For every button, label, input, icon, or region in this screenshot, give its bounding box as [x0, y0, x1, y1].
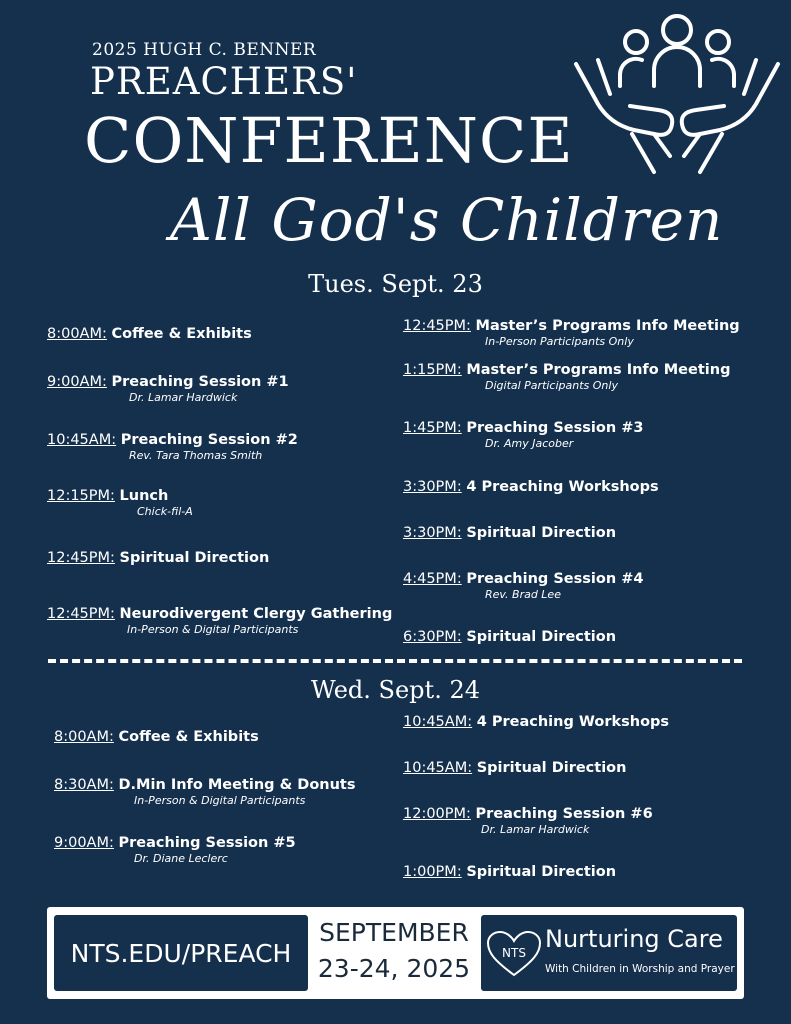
schedule-item [47, 373, 289, 405]
schedule-title: 4 Preaching Workshops [466, 479, 659, 495]
day1-title: Tues. Sept. 23 [308, 270, 483, 298]
schedule-title: Neurodivergent Clergy Gathering [119, 606, 393, 622]
schedule-item [54, 728, 259, 746]
schedule-title: Preaching Session #2 [120, 432, 298, 448]
schedule-item [403, 524, 616, 542]
schedule-item [47, 549, 269, 567]
schedule-item [403, 419, 643, 451]
brand-tagline: With Children in Worship and Prayer [545, 963, 735, 975]
schedule-title: Spiritual Direction [119, 550, 270, 566]
schedule-title: Master’s Programs Info Meeting [475, 318, 740, 334]
schedule-title: Spiritual Direction [466, 864, 617, 880]
schedule-title: Spiritual Direction [466, 525, 617, 541]
schedule-time: 9:00AM: [54, 835, 114, 851]
schedule-time: 12:45PM: [47, 606, 115, 622]
schedule-item [403, 759, 626, 777]
schedule-time: 12:45PM: [47, 550, 115, 566]
schedule-title: 4 Preaching Workshops [476, 714, 670, 730]
schedule-item [403, 713, 669, 731]
schedule-item [47, 431, 298, 463]
schedule-title: Preaching Session #1 [111, 374, 289, 390]
event-dates-days: 23-24, 2025 [317, 954, 471, 983]
schedule-subtitle: Chick-fil-A [137, 505, 193, 518]
schedule-subtitle: Rev. Tara Thomas Smith [129, 449, 263, 462]
schedule-item [403, 628, 616, 646]
schedule-time: 4:45PM: [403, 571, 462, 587]
schedule-time: 10:45AM: [47, 432, 117, 448]
schedule-item [403, 361, 730, 393]
day2-title: Wed. Sept. 24 [311, 676, 480, 704]
people-in-hands-icon [570, 8, 784, 180]
schedule-time: 1:15PM: [403, 362, 462, 378]
footer-banner [47, 907, 744, 999]
schedule-time: 6:30PM: [403, 629, 462, 645]
schedule-time: 3:30PM: [403, 525, 462, 541]
schedule-title: Spiritual Direction [476, 760, 627, 776]
schedule-title: Master’s Programs Info Meeting [466, 362, 731, 378]
schedule-title: Preaching Session #4 [466, 571, 644, 587]
schedule-subtitle: In-Person & Digital Participants [127, 623, 299, 636]
schedule-time: 8:00AM: [54, 729, 114, 745]
schedule-item [403, 863, 616, 881]
conference-subtitle: 2025 HUGH C. BENNER [92, 40, 317, 60]
schedule-subtitle: Rev. Brad Lee [485, 588, 561, 601]
schedule-subtitle: Dr. Diane Leclerc [134, 852, 228, 865]
event-dates-month: SEPTEMBER [319, 918, 469, 947]
schedule-item [47, 325, 252, 343]
schedule-title: Coffee & Exhibits [111, 326, 252, 342]
schedule-time: 8:30AM: [54, 777, 114, 793]
schedule-title: Preaching Session #3 [466, 420, 644, 436]
nurturing-care-logo [481, 915, 737, 991]
schedule-time: 10:45AM: [403, 714, 473, 730]
dashed-divider [48, 659, 742, 663]
schedule-item [403, 317, 740, 349]
schedule-time: 12:00PM: [403, 806, 471, 822]
event-dates [309, 915, 479, 991]
schedule-title: Preaching Session #5 [118, 835, 296, 851]
schedule-subtitle: Dr. Amy Jacober [485, 437, 574, 450]
schedule-item [54, 834, 296, 866]
schedule-item [403, 570, 643, 602]
conference-theme: All God's Children [170, 186, 724, 254]
schedule-title: Preaching Session #6 [475, 806, 653, 822]
brand-name: Nurturing Care [545, 925, 723, 953]
schedule-subtitle: Dr. Lamar Hardwick [481, 823, 590, 836]
schedule-item [47, 487, 193, 519]
schedule-title: Spiritual Direction [466, 629, 617, 645]
schedule-time: 12:15PM: [47, 488, 115, 504]
schedule-title: D.Min Info Meeting & Donuts [118, 777, 356, 793]
schedule-time: 8:00AM: [47, 326, 107, 342]
schedule-time: 1:00PM: [403, 864, 462, 880]
schedule-title: Coffee & Exhibits [118, 729, 259, 745]
schedule-subtitle: Digital Participants Only [485, 379, 618, 392]
schedule-item [403, 805, 653, 837]
schedule-subtitle: Dr. Lamar Hardwick [129, 391, 238, 404]
schedule-time: 12:45PM: [403, 318, 471, 334]
website-url[interactable]: NTS.EDU/PREACH [54, 915, 308, 991]
schedule-title: Lunch [119, 488, 169, 504]
schedule-time: 1:45PM: [403, 420, 462, 436]
schedule-time: 9:00AM: [47, 374, 107, 390]
schedule-item [54, 776, 356, 808]
schedule-subtitle: In-Person & Digital Participants [134, 794, 306, 807]
schedule-time: 10:45AM: [403, 760, 473, 776]
schedule-subtitle: In-Person Participants Only [485, 335, 634, 348]
schedule-item [403, 478, 659, 496]
conference-title-line1: PREACHERS' [90, 60, 358, 103]
conference-title-line2: CONFERENCE [84, 104, 574, 177]
heart-text: NTS [502, 946, 526, 960]
schedule-time: 3:30PM: [403, 479, 462, 495]
schedule-item [47, 605, 392, 637]
